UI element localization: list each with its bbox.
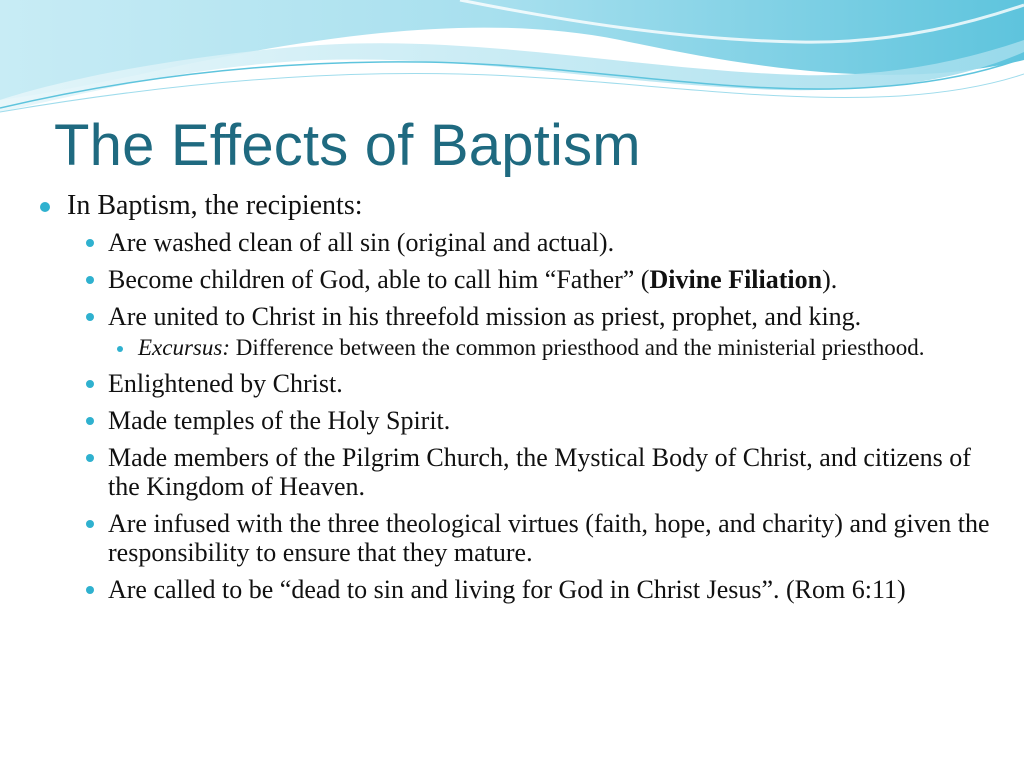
list-item	[108, 509, 1008, 567]
slide-body	[0, 190, 1024, 612]
intro-text: In Baptism, the recipients:	[67, 190, 363, 221]
slide-title: The Effects of Baptism	[54, 113, 641, 178]
list-item-text: Enlightened by Christ.	[108, 369, 343, 398]
list-item	[108, 443, 1008, 501]
list-item-text: Become children of God, able to call him “Father” (	[108, 265, 650, 294]
header-wave-decoration	[0, 0, 1024, 120]
list-item	[108, 369, 1008, 398]
bullet-dot-icon	[40, 202, 50, 212]
bullet-dot-icon	[86, 276, 94, 284]
excursus-label: Excursus:	[138, 335, 230, 360]
list-item	[108, 575, 1008, 604]
list-item	[108, 406, 1008, 435]
list-item-text: Are infused with the three theological virtues (faith, hope, and charity) and given the responsibility to ensure that they mature.	[108, 509, 990, 567]
excursus-list	[138, 335, 1008, 361]
excursus-text: Difference between the common priesthood and the ministerial priesthood.	[229, 335, 925, 360]
bullet-dot-icon	[86, 380, 94, 388]
list-item-text: Are washed clean of all sin (original and actual).	[108, 228, 615, 257]
list-item-text: Made temples of the Holy Spirit.	[108, 406, 451, 435]
list-item-text-end: ).	[822, 265, 838, 294]
bullet-dot-icon	[86, 417, 94, 425]
list-item-text: Made members of the Pilgrim Church, the Mystical Body of Christ, and citizens of the Kingdom of Heaven.	[108, 443, 971, 501]
bullet-dot-icon	[117, 346, 123, 352]
intro-bullet	[67, 190, 1007, 604]
bullet-dot-icon	[86, 454, 94, 462]
list-item-text: Are called to be “dead to sin and living for God in Christ Jesus”. (Rom 6:11)	[108, 575, 906, 604]
list-item-text: Are united to Christ in his threefold mission as priest, prophet, and king.	[108, 302, 862, 331]
bullet-dot-icon	[86, 520, 94, 528]
excursus-item	[138, 335, 998, 361]
bullet-dot-icon	[86, 586, 94, 594]
bullet-dot-icon	[86, 239, 94, 247]
bullet-dot-icon	[86, 313, 94, 321]
divine-filiation-term: Divine Filiation	[649, 265, 823, 294]
list-item	[108, 228, 1008, 257]
list-item	[108, 302, 1008, 361]
list-item	[108, 265, 1008, 294]
recipients-list	[108, 228, 1007, 604]
